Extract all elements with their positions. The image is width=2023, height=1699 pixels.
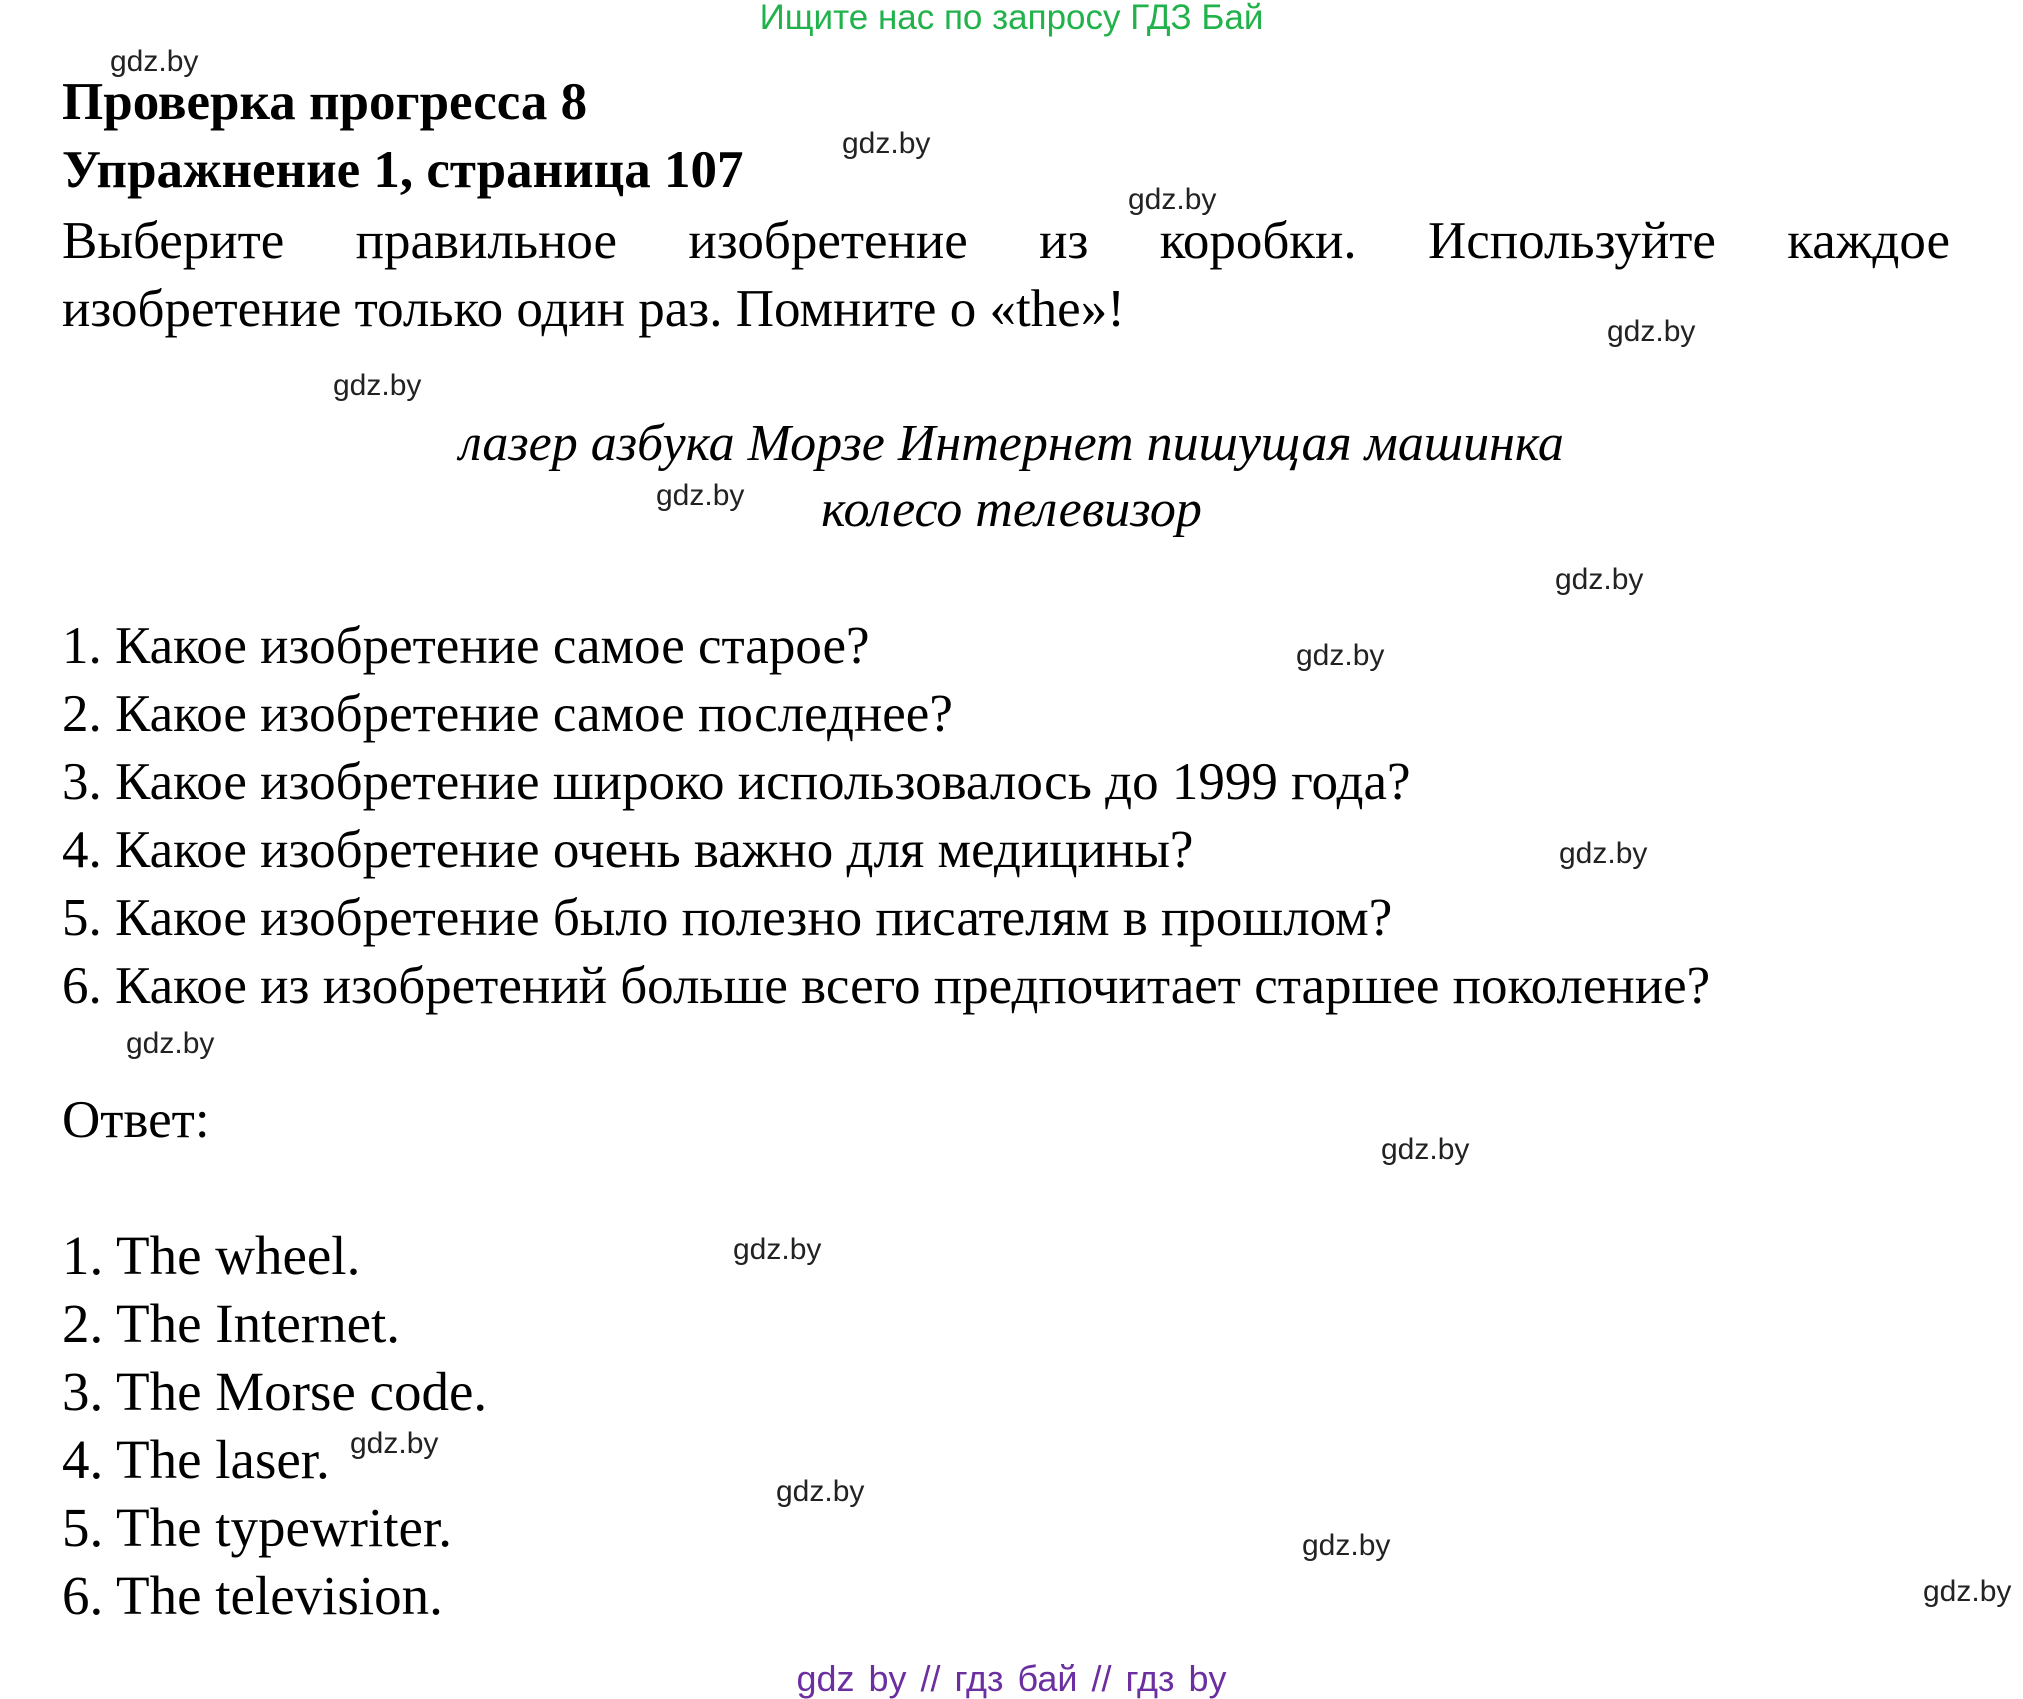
watermark: gdz.by <box>656 479 745 512</box>
watermark: gdz.by <box>333 369 422 402</box>
answer-item: 5. The typewriter. <box>62 1497 452 1558</box>
watermark: gdz.by <box>1296 639 1385 672</box>
instruction-line-2: изобретение только один раз. Помните о «the»! <box>62 280 1125 338</box>
answer-item: 1. The wheel. <box>62 1225 361 1286</box>
answer-item: 3. The Morse code. <box>62 1361 488 1422</box>
watermark: gdz.by <box>1607 315 1696 348</box>
question-item: 2. Какое изобретение самое последнее? <box>62 685 953 743</box>
watermark: gdz.by <box>126 1027 215 1060</box>
page-title: Проверка прогресса 8 <box>62 73 588 131</box>
watermark: gdz.by <box>1555 563 1644 596</box>
question-item: 1. Какое изобретение самое старое? <box>62 617 870 675</box>
instruction-line-1: Выберите правильное изобретение из коробки. Используйте каждое <box>62 212 1950 270</box>
watermark: gdz.by <box>110 45 199 78</box>
word-box-line-2: колесо телевизор <box>821 481 1202 538</box>
question-item: 4. Какое изобретение очень важно для медицины? <box>62 821 1194 879</box>
question-item: 3. Какое изобретение широко использовалось до 1999 года? <box>62 753 1411 811</box>
top-banner[interactable]: Ищите нас по запросу ГДЗ Бай <box>759 0 1264 37</box>
watermark: gdz.by <box>1559 837 1648 870</box>
answer-item: 2. The Internet. <box>62 1293 401 1354</box>
footer-links[interactable]: gdz by // гдз бай // гдз by <box>796 1658 1227 1699</box>
watermark: gdz.by <box>1923 1575 2012 1608</box>
answer-item: 6. The television. <box>62 1565 443 1626</box>
word-box-line-1: лазер азбука Морзе Интернет пишущая машинка <box>459 415 1564 472</box>
watermark: gdz.by <box>350 1427 439 1460</box>
watermark: gdz.by <box>776 1475 865 1508</box>
watermark: gdz.by <box>1381 1133 1470 1166</box>
question-item: 6. Какое из изобретений больше всего предпочитает старшее поколение? <box>62 957 1711 1015</box>
exercise-subtitle: Упражнение 1, страница 107 <box>62 141 744 199</box>
watermark: gdz.by <box>1302 1529 1391 1562</box>
answer-item: 4. The laser. <box>62 1429 330 1490</box>
watermark: gdz.by <box>733 1233 822 1266</box>
question-item: 5. Какое изобретение было полезно писателям в прошлом? <box>62 889 1393 947</box>
answer-label: Ответ: <box>62 1091 210 1149</box>
watermark: gdz.by <box>1128 183 1217 216</box>
watermark: gdz.by <box>842 127 931 160</box>
